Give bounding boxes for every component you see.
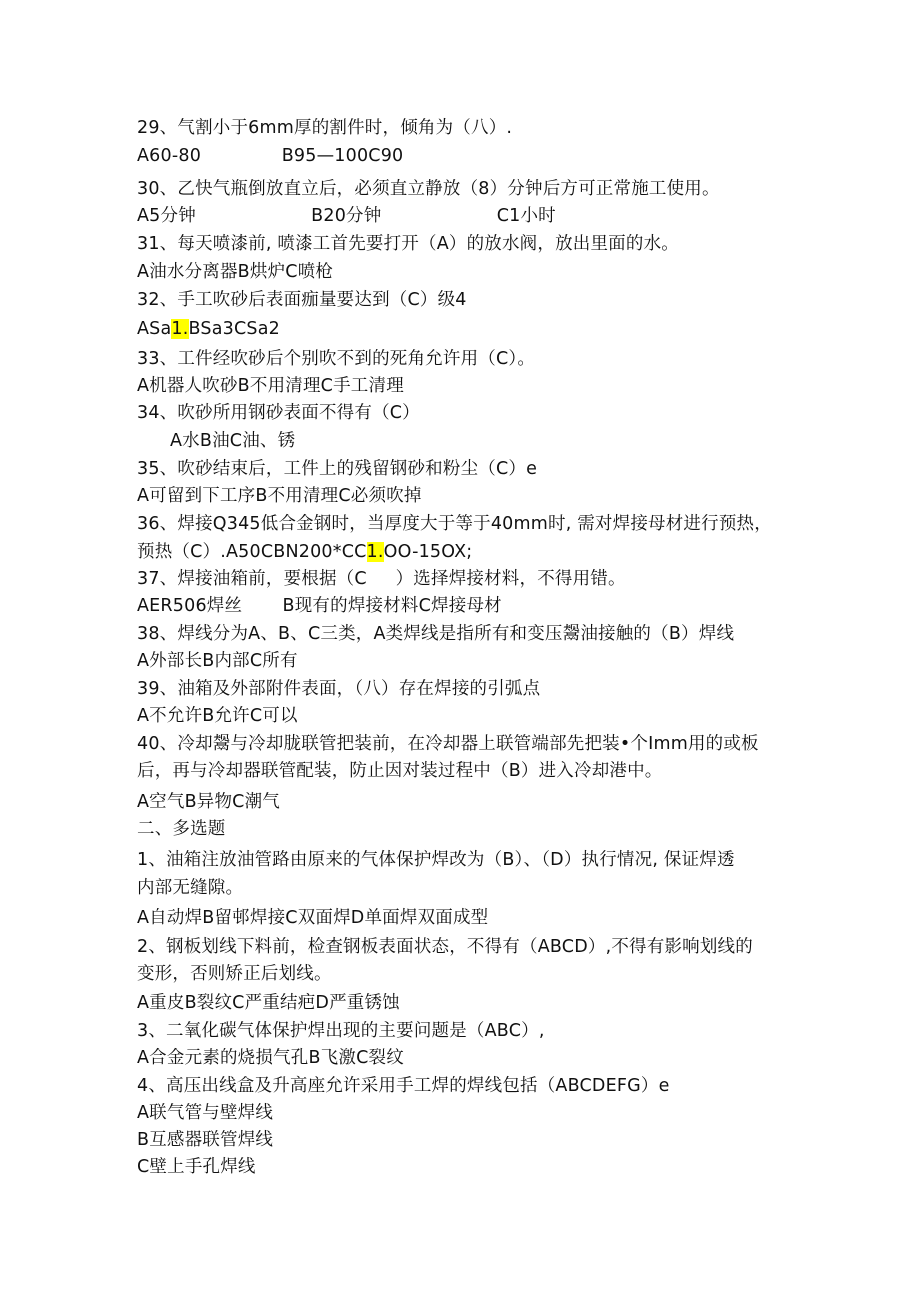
- question-35: 35、吹砂结束后，工件上的残留钢砂和粉尘（C）e: [137, 459, 538, 479]
- mc-question-1-continued: 内部无缝隙。: [137, 878, 244, 898]
- question-36-continued: [137, 541, 472, 563]
- question-29: 29、气割小于6mm厚的割件时，倾角为（八）.: [137, 118, 513, 138]
- question-40: 40、冷却鬶与冷却胧联管把装前，在冷却器上联管端部先把装•个Imm用的或板: [137, 734, 759, 754]
- highlight-mark: 1.: [171, 319, 189, 339]
- question-36-end: OO-15OX;: [383, 542, 473, 562]
- question-31: 31、每天喷漆前, 喷漆工首先要打开（A）的放水阀，放出里面的水。: [137, 234, 679, 254]
- section-heading-multiple-choice: 二、多选题: [137, 819, 226, 839]
- question-40-continued: 后，再与冷却器联管配装，防止因对装过程中（B）进入冷却港中。: [137, 761, 663, 781]
- question-38: 38、焊线分为A、B、C三类，A类焊线是指所有和变压鬶油接触的（B）焊线: [137, 624, 735, 644]
- question-32: 32、手工吹砂后表面痂量要达到（C）级4: [137, 290, 467, 310]
- mc-question-1: 1、油箱注放油管路由原来的气体保护焊改为（B）、（D）执行情况, 保证焊透: [137, 850, 735, 870]
- options-40: A空气B异物C潮气: [137, 792, 280, 812]
- mc-options-2: A重皮B裂纹C严重结疤D严重锈蚀: [137, 993, 400, 1013]
- question-33: 33、工件经吹砂后个别吹不到的死角允许用（C）。: [137, 349, 536, 369]
- options-35: A可留到下工序B不用清理C必须吹掉: [137, 486, 422, 506]
- question-36: 36、焊接Q345低合金钢时，当厚度大于等于40mm时, 需对焊接母材进行预热，: [137, 514, 772, 534]
- options-37: AER506焊丝 B现有的焊接材料C焊接母材: [137, 596, 502, 616]
- options-29: A60-80 B95—100C90: [137, 146, 404, 166]
- question-37: 37、焊接油箱前，要根据（C ）选择焊接材料，不得用错。: [137, 569, 626, 589]
- mc-options-4-a: A联气管与壁焊线: [137, 1103, 274, 1123]
- highlight-mark: 1.: [366, 542, 384, 562]
- mc-question-2-continued: 变形，否则矫正后划线。: [137, 964, 332, 984]
- mc-question-4: 4、高压出线盒及升高座允许采用手工焊的焊线包括（ABCDEFG）e: [137, 1076, 670, 1096]
- options-33: A机器人吹砂B不用清理C手工清理: [137, 376, 404, 396]
- mc-options-4-c: C壁上手孔焊线: [137, 1157, 256, 1177]
- mc-options-1: A自动焊B留邨焊接C双面焊D单面焊双面成型: [137, 908, 489, 928]
- mc-question-3: 3、二氧化碳气体保护焊出现的主要问题是（ABC）,: [137, 1021, 545, 1041]
- options-38: A外部长B内部C所有: [137, 651, 298, 671]
- options-39: A不允许B允许C可以: [137, 706, 298, 726]
- mc-question-2: 2、钢板划线下料前，检查钢板表面状态，不得有（ABCD）,不得有影响划线的: [137, 937, 753, 957]
- options-31: A油水分离器B烘炉C喷枪: [137, 262, 334, 282]
- options-34: A水B油C油、锈: [170, 431, 296, 451]
- question-39: 39、油箱及外部附件表面，（八）存在焊接的引弧点: [137, 679, 541, 699]
- options-32-start: ASa: [137, 319, 172, 339]
- question-36-start: 预热（C）.A50CBN200*CC: [137, 542, 367, 562]
- options-32-end: BSa3CSa2: [188, 319, 280, 339]
- mc-options-4-b: B互感器联管焊线: [137, 1130, 274, 1150]
- question-30: 30、乙快气瓶倒放直立后，必须直立静放（8）分钟后方可正常施工使用。: [137, 179, 720, 199]
- options-32: [137, 318, 280, 340]
- question-34: 34、吹砂所用钢砂表面不得有（C）: [137, 403, 420, 423]
- mc-options-3: A合金元素的烧损气孔B飞激C裂纹: [137, 1048, 404, 1068]
- options-30: A5分钟 B20分钟 C1小时: [137, 206, 556, 226]
